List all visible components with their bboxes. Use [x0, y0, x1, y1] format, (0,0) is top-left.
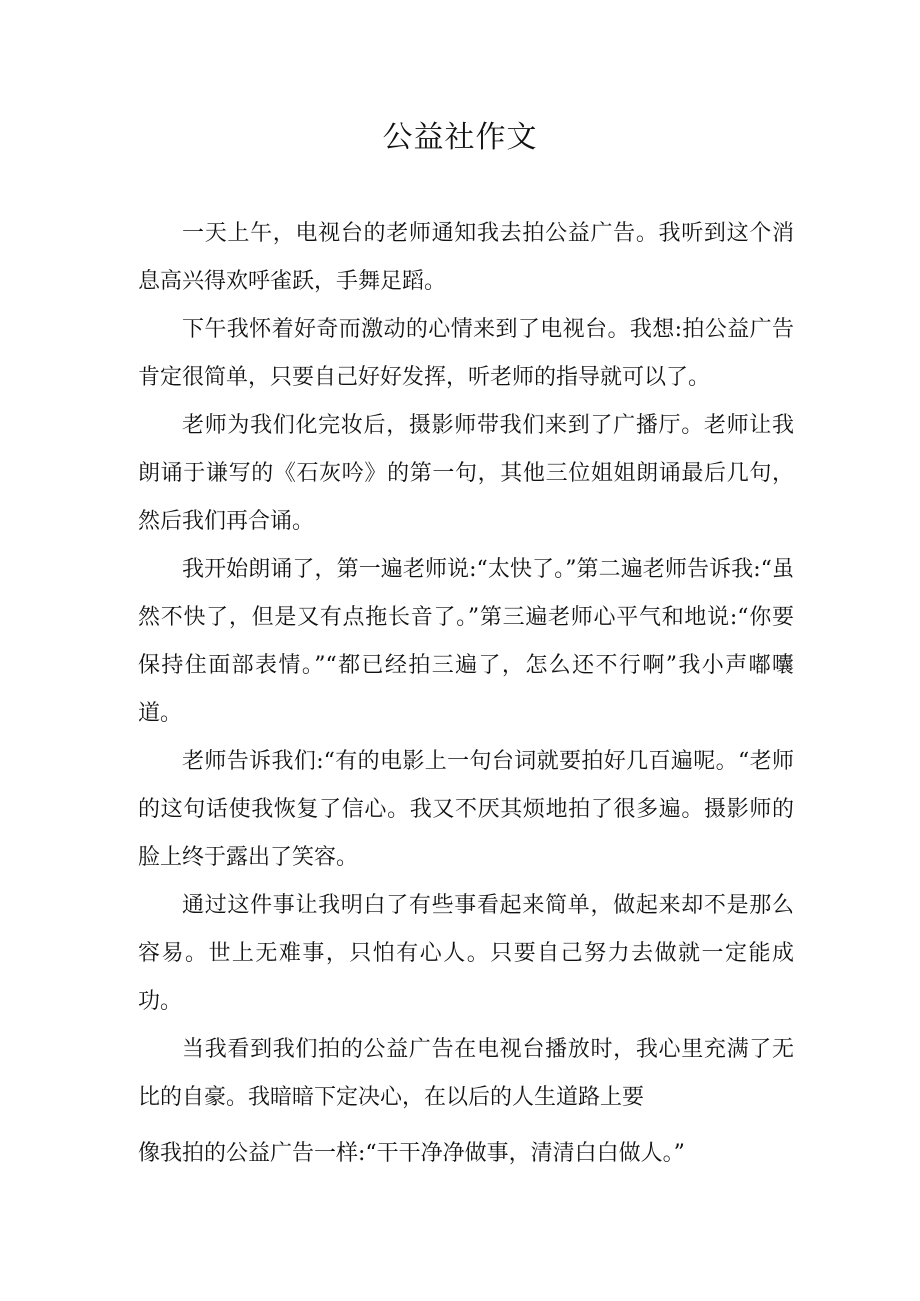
- paragraph-6: 通过这件事让我明白了有些事看起来简单，做起来却不是那么容易。世上无难事，只怕有心人。只要自己努力去做就一定能成功。: [138, 893, 794, 1014]
- page-title: 公益社作文: [382, 120, 538, 155]
- essay-body: [138, 210, 794, 1200]
- paragraph-4: 我开始朗诵了，第一遍老师说:“太快了。”第二遍老师告诉我:“虽然不快了，但是又有点拖长音了。”第三遍老师心平气和地说:“你要保持住面部表情。”“都已经拍三遍了，怎么还不行啊”我小声嘟囔道。: [138, 557, 794, 726]
- paragraph-7: 当我看到我们拍的公益广告在电视台播放时，我心里充满了无比的自豪。我暗暗下定决心，在以后的人生道路上要: [138, 1037, 794, 1110]
- paragraph-2: 下午我怀着好奇而激动的心情来到了电视台。我想:拍公益广告肯定很简单，只要自己好好发挥，听老师的指导就可以了。: [138, 317, 794, 390]
- paragraph-3: 老师为我们化完妆后，摄影师带我们来到了广播厅。老师让我朗诵于谦写的《石灰吟》的第一句，其他三位姐姐朗诵最后几句，然后我们再合诵。: [138, 413, 794, 534]
- paragraph-5: 老师告诉我们:“有的电影上一句台词就要拍好几百遍呢。“老师的这句话使我恢复了信心。我又不厌其烦地拍了很多遍。摄影师的脸上终于露出了笑容。: [138, 749, 794, 870]
- paragraph-1: 一天上午，电视台的老师通知我去拍公益广告。我听到这个消息高兴得欢呼雀跃，手舞足蹈。: [138, 221, 794, 294]
- closing-line: 像我拍的公益广告一样:“干干净净做事，清清白白做人。”: [138, 1141, 685, 1166]
